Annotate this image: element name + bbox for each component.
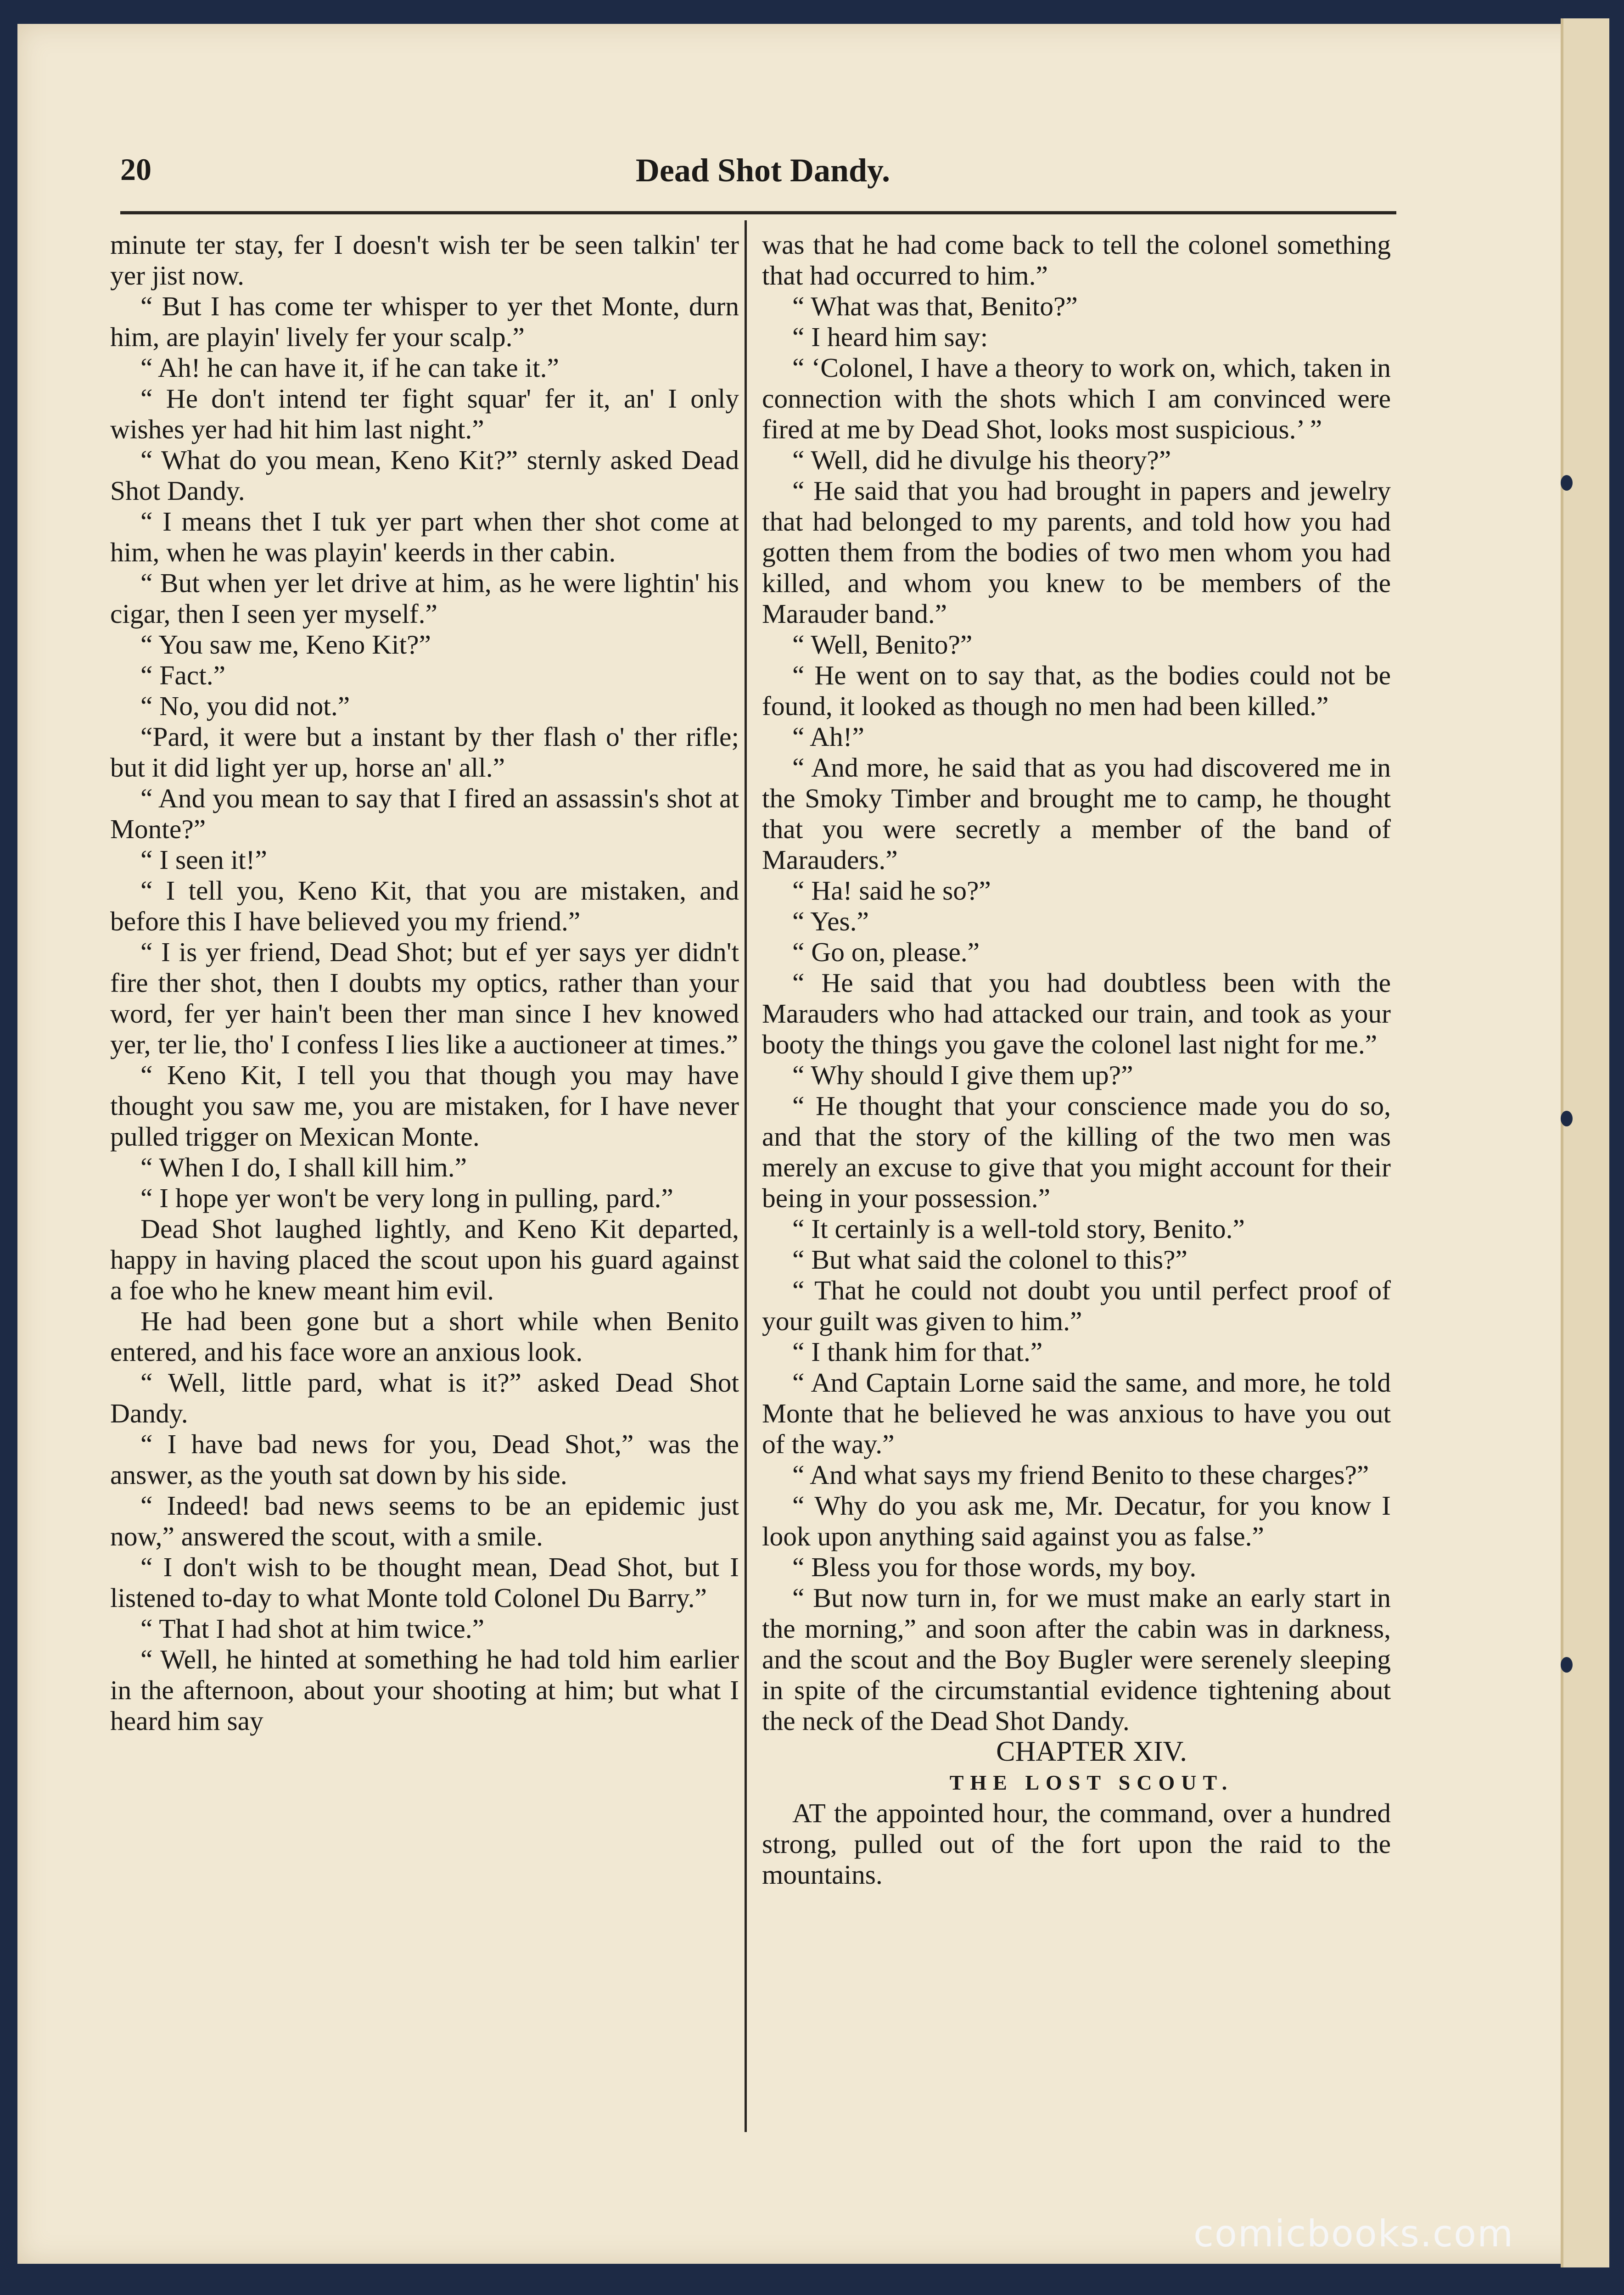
right-column bbox=[762, 230, 1391, 1890]
paragraph: “ Why do you ask me, Mr. Decatur, for you know I look upon anything said against you as false.” bbox=[762, 1490, 1391, 1551]
paragraph: “ Go on, please.” bbox=[792, 937, 980, 967]
paragraph: was that he had come back to tell the colonel something that had occurred to him.” bbox=[762, 230, 1391, 291]
paragraph: “ But what said the colonel to this?” bbox=[792, 1244, 1187, 1275]
column-divider bbox=[745, 220, 747, 2132]
header-rule bbox=[120, 211, 1396, 214]
paragraph: “ He went on to say that, as the bodies could not be found, it looked as though no men had been killed.” bbox=[762, 660, 1391, 721]
chapter-subtitle: THE LOST SCOUT. bbox=[949, 1771, 1234, 1794]
paragraph: “ Keno Kit, I tell you that though you may have thought you saw me, you are mistaken, for I have never pulled trigger on Mexican Monte. bbox=[110, 1060, 739, 1152]
paragraph: “ It certainly is a well-told story, Benito.” bbox=[792, 1214, 1245, 1244]
paragraph: “ He said that you had doubtless been with the Marauders who had attacked our train, and took as your booty the things you gave the colonel last night for me.” bbox=[762, 968, 1391, 1059]
watermark: comicbooks.com bbox=[1193, 2212, 1514, 2255]
paragraph: “ I have bad news for you, Dead Shot,” was the answer, as the youth sat down by his side. bbox=[110, 1429, 739, 1490]
paragraph: minute ter stay, fer I doesn't wish ter be seen talkin' ter yer jist now. bbox=[110, 230, 739, 291]
paragraph: “ I tell you, Keno Kit, that you are mistaken, and before this I have believed you my friend.” bbox=[110, 875, 739, 936]
binding-hole bbox=[1561, 475, 1573, 491]
paragraph: “ Well, he hinted at something he had told him earlier in the afternoon, about your shooting at him; but what I heard him say bbox=[110, 1644, 739, 1736]
paragraph: “ Fact.” bbox=[140, 660, 226, 690]
binding-hole bbox=[1561, 1111, 1573, 1126]
paragraph: “ He don't intend ter fight squar' fer it, an' I only wishes yer had hit him last night.” bbox=[110, 383, 739, 444]
paragraph: “ I means thet I tuk yer part when ther shot come at him, when he was playin' keerds in ther cabin. bbox=[110, 506, 739, 567]
paragraph: “ And more, he said that as you had discovered me in the Smoky Timber and brought me to camp, he thought that you were secretly a member of the band of Marauders.” bbox=[762, 752, 1391, 875]
paragraph: “ But when yer let drive at him, as he were lightin' his cigar, then I seen yer myself.” bbox=[110, 568, 739, 629]
left-column bbox=[110, 230, 739, 1736]
running-title: Dead Shot Dandy. bbox=[635, 152, 890, 189]
chapter-opening-paragraph: AT the appointed hour, the command, over a hundred strong, pulled out of the fort upon the raid to the mountains. bbox=[762, 1798, 1391, 1890]
paragraph: “ No, you did not.” bbox=[140, 691, 350, 721]
paragraph: “ Well, did he divulge his theory?” bbox=[792, 445, 1171, 475]
paragraph: “ Ah!” bbox=[792, 722, 864, 752]
paragraph: “ Indeed! bad news seems to be an epidemic just now,” answered the scout, with a smile. bbox=[110, 1490, 739, 1551]
paragraph: “ ‘Colonel, I have a theory to work on, which, taken in connection with the shots which I am convinced were fired at me by Dead Shot, looks most suspicious.’ ” bbox=[762, 353, 1391, 444]
paragraph: “ You saw me, Keno Kit?” bbox=[140, 629, 431, 660]
paragraph: “ I thank him for that.” bbox=[792, 1337, 1043, 1367]
binding-hole bbox=[1561, 1657, 1573, 1673]
paragraph: “ That he could not doubt you until perfect proof of your guilt was given to him.” bbox=[762, 1275, 1391, 1336]
paragraph: “ I hope yer won't be very long in pulling, pard.” bbox=[140, 1183, 673, 1213]
page-edge bbox=[1561, 18, 1609, 2267]
paragraph: “ He said that you had brought in papers and jewelry that had belonged to my parents, and told how you had gotten them from the bodies of two men whom you had killed, and whom you knew to be members of the Marauder band.” bbox=[762, 476, 1391, 629]
paragraph: “ What do you mean, Keno Kit?” sternly asked Dead Shot Dandy. bbox=[110, 445, 739, 506]
paragraph: “ When I do, I shall kill him.” bbox=[140, 1152, 467, 1182]
page-number: 20 bbox=[120, 152, 151, 187]
paragraph: “ What was that, Benito?” bbox=[792, 291, 1078, 321]
paragraph: “ I don't wish to be thought mean, Dead Shot, but I listened to-day to what Monte told Colonel Du Barry.” bbox=[110, 1552, 739, 1613]
paragraph: Dead Shot laughed lightly, and Keno Kit departed, happy in having placed the scout upon his guard against a foe who he knew meant him evil. bbox=[110, 1214, 739, 1305]
paragraph: “ And Captain Lorne said the same, and more, he told Monte that he believed he was anxious to have you out of the way.” bbox=[762, 1367, 1391, 1459]
paragraph: “ Yes.” bbox=[792, 906, 869, 936]
paragraph: “ That I had shot at him twice.” bbox=[140, 1613, 485, 1644]
paragraph: “ Ah! he can have it, if he can take it.” bbox=[140, 353, 559, 383]
paragraph: “ Well, Benito?” bbox=[792, 629, 973, 660]
paragraph: “ And what says my friend Benito to these charges?” bbox=[792, 1460, 1369, 1490]
paragraph: “ Bless you for those words, my boy. bbox=[792, 1552, 1197, 1582]
paragraph: He had been gone but a short while when Benito entered, and his face wore an anxious look. bbox=[110, 1306, 739, 1367]
paragraph: “ But I has come ter whisper to yer thet Monte, durn him, are playin' lively fer your scalp.” bbox=[110, 291, 739, 352]
paragraph: “ He thought that your conscience made you do so, and that the story of the killing of the two men was merely an excuse to give that you might account for their being in your possession.” bbox=[762, 1091, 1391, 1213]
chapter-title: CHAPTER XIV. bbox=[996, 1736, 1187, 1767]
paragraph: “ I seen it!” bbox=[140, 845, 267, 875]
paragraph: “ Well, little pard, what is it?” asked Dead Shot Dandy. bbox=[110, 1367, 739, 1428]
paragraph: “ Ha! said he so?” bbox=[792, 875, 991, 906]
running-head bbox=[120, 147, 1406, 197]
paragraph: “ But now turn in, for we must make an early start in the morning,” and soon after the cabin was in darkness, and the scout and the Boy Bugler were serenely sleeping in spite of the circumstantial evidence tightening about the neck of the Dead Shot Dandy. bbox=[762, 1583, 1391, 1736]
paragraph: “ Why should I give them up?” bbox=[792, 1060, 1133, 1090]
paragraph: “ I is yer friend, Dead Shot; but ef yer says yer didn't fire ther shot, then I doubts my optics, rather than your word, fer yer hain't been ther man since I hev knowed yer, ter lie, tho' I confess I lies like a auctioneer at times.” bbox=[110, 937, 739, 1059]
paragraph: “Pard, it were but a instant by ther flash o' ther rifle; but it did light yer up, horse an' all.” bbox=[110, 722, 739, 783]
paragraph: “ I heard him say: bbox=[792, 322, 988, 352]
paragraph: “ And you mean to say that I fired an assassin's shot at Monte?” bbox=[110, 783, 739, 844]
